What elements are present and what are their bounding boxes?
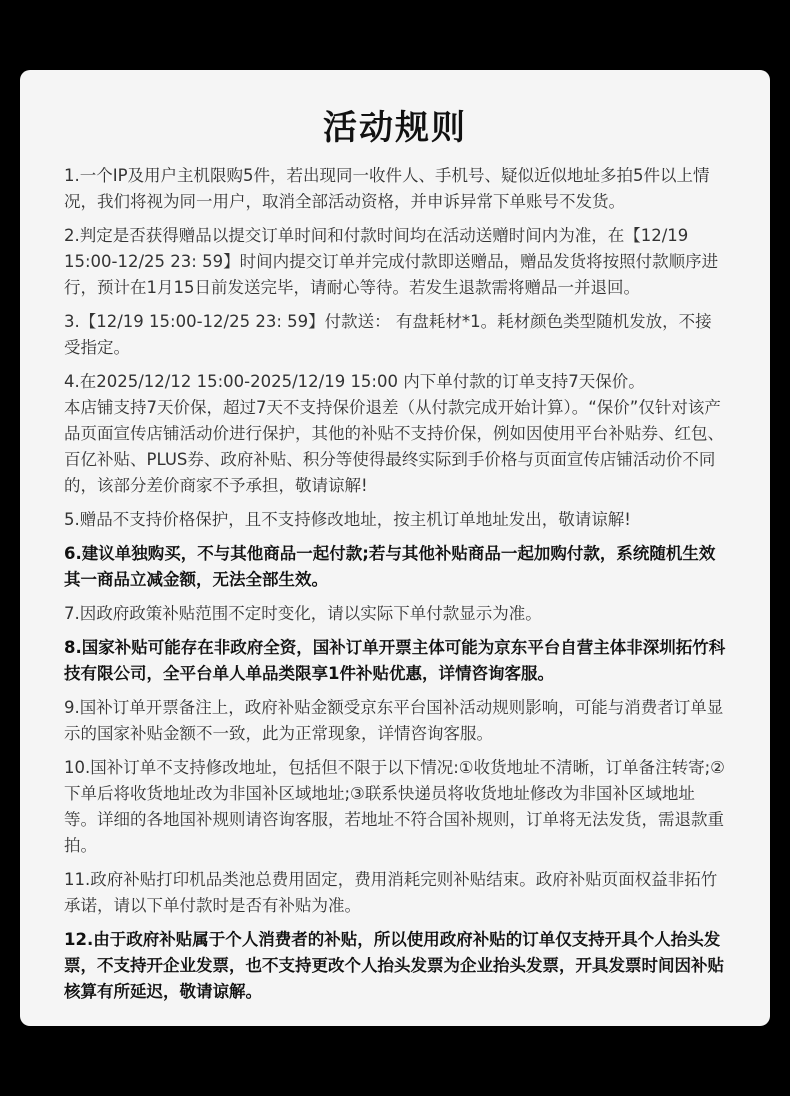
rule-item-2: 2.判定是否获得赠品以提交订单时间和付款时间均在活动送赠时间内为准，在【12/19 15:00-12/25 23: 59】时间内提交订单并完成付款即送赠品，赠品发货将按照付款顺序进行，预计在1月15日前发送完毕，请耐心等待。若发生退款需将赠品一并退回。	[64, 226, 719, 297]
rule-item-11: 11.政府补贴打印机品类池总费用固定，费用消耗完则补贴结束。政府补贴页面权益非拓竹承诺，请以下单付款时是否有补贴为准。	[64, 870, 718, 915]
rule-item-1: 1.一个IP及用户主机限购5件，若出现同一收件人、手机号、疑似近似地址多拍5件以上情况，我们将视为同一用户，取消全部活动资格，并申诉异常下单账号不发货。	[64, 166, 710, 211]
rule-item-5: 5.赠品不支持价格保护，且不支持修改地址，按主机订单地址发出，敬请谅解!	[64, 510, 631, 529]
rule-item-7: 7.因政府政策补贴范围不定时变化，请以实际下单付款显示为准。	[64, 604, 542, 623]
rule-item-12: 12.由于政府补贴属于个人消费者的补贴，所以使用政府补贴的订单仅支持开具个人抬头发票，不支持开企业发票，也不支持更改个人抬头发票为企业抬头发票，开具发票时间因补贴核算有所延迟，敬请谅解。	[64, 930, 724, 1001]
rules-card	[20, 70, 770, 1026]
rule-item-8: 8.国家补贴可能存在非政府全资，国补订单开票主体可能为京东平台自营主体非深圳拓竹科技有限公司，全平台单人单品类限享1件补贴优惠，详情咨询客服。	[64, 638, 726, 683]
page-title: 活动规则	[323, 108, 467, 148]
rule-item-3: 3.【12/19 15:00-12/25 23: 59】付款送： 有盘耗材*1。耗材颜色类型随机发放，不接受指定。	[64, 312, 712, 357]
rule-item-4	[64, 369, 726, 499]
rule-item-4-line-2: 本店铺支持7天价保，超过7天不支持保价退差（从付款完成开始计算）。“保价”仅针对该产品页面宣传店铺活动价进行保护，其他的补贴不支持价保，例如因使用平台补贴券、红包、百亿补贴、PLUS券、政府补贴、积分等使得最终实际到手价格与页面宣传店铺活动价不同的，该部分差价商家不予承担，敬请谅解!	[64, 398, 724, 495]
rule-item-4-line-1: 4.在2025/12/12 15:00-2025/12/19 15:00 内下单付款的订单支持7天保价。	[64, 372, 645, 391]
rule-item-10: 10.国补订单不支持修改地址，包括但不限于以下情况:①收货地址不清晰，订单备注转寄;②下单后将收货地址改为非国补区域地址;③联系快递员将收货地址修改为非国补区域地址等。详细的各地国补规则请咨询客服，若地址不符合国补规则，订单将无法发货，需退款重拍。	[64, 758, 725, 855]
rule-item-6: 6.建议单独购买，不与其他商品一起付款;若与其他补贴商品一起加购付款，系统随机生效其一商品立减金额，无法全部生效。	[64, 544, 716, 589]
rule-item-9: 9.国补订单开票备注上，政府补贴金额受京东平台国补活动规则影响，可能与消费者订单显示的国家补贴金额不一致，此为正常现象，详情咨询客服。	[64, 698, 724, 743]
